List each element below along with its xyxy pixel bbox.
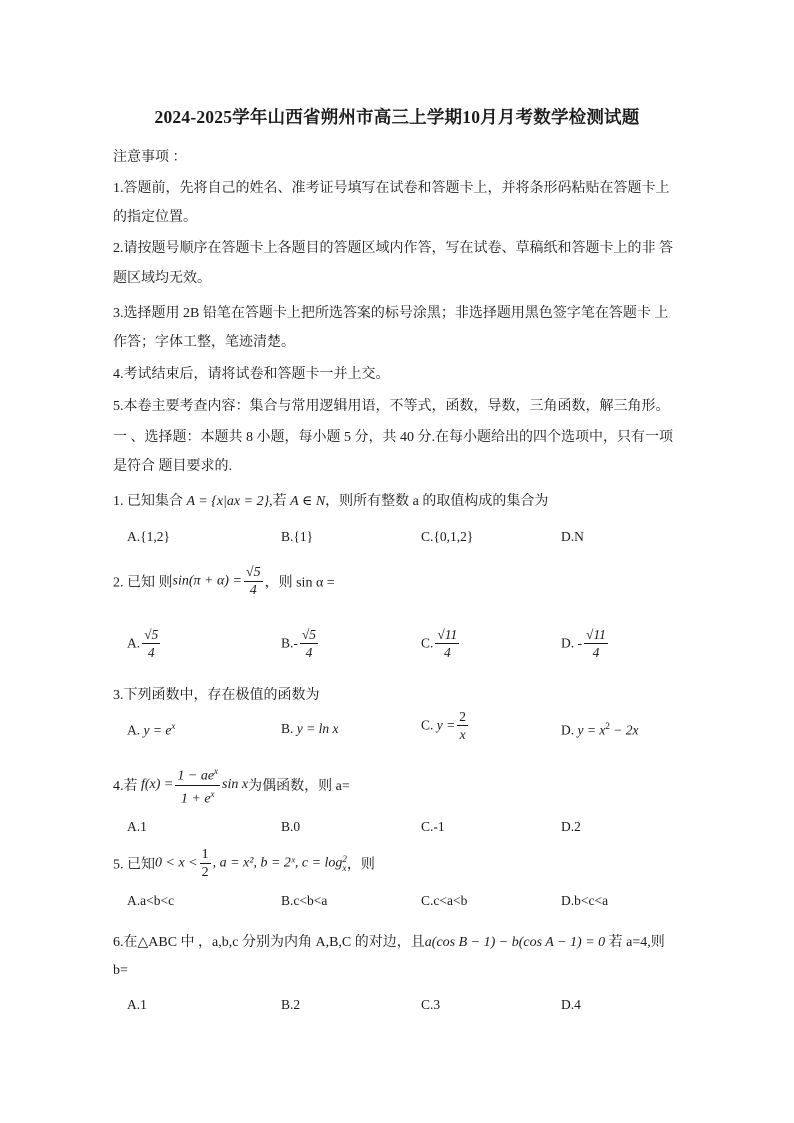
notice-line: 2.请按题号顺序在答题卡上各题目的答题区域内作答，写在试卷、草稿纸和答题卡上的非 答 (113, 241, 673, 256)
q2-option-d[interactable] (561, 626, 610, 661)
notice-line: 1.答题前，先将自己的姓名、准考证号填写在试卷和答题卡上，并将条形码粘贴在答题卡上 (113, 181, 670, 196)
q6-expr: a(cos B − 1) − b(cos A − 1) = 0 (424, 935, 606, 950)
q5-option-c[interactable]: C.c<a<b (421, 893, 468, 908)
option-fraction (300, 626, 318, 661)
q3-option-c[interactable] (421, 708, 470, 743)
option-expr: y = e (143, 722, 172, 738)
question-6 (113, 931, 665, 951)
question-4 (113, 763, 350, 807)
q2-option-a[interactable] (127, 626, 162, 661)
q3-option-d[interactable] (561, 721, 638, 739)
q2-suffix: ，则 sin α = (264, 575, 335, 591)
q6-option-a[interactable]: A.1 (127, 997, 147, 1012)
q5-fraction (200, 846, 211, 881)
q1-option-c[interactable]: C.{0,1,2} (421, 529, 474, 544)
frac-den: 4 (147, 645, 155, 660)
q5-log-sup: 2 (342, 853, 347, 864)
question-6-cont: b= (113, 963, 128, 978)
q1-option-b[interactable]: B.{1} (281, 529, 314, 544)
frac-num: √5 (301, 627, 317, 642)
q5-defs: , a = x², b = 2ˣ, c = log (212, 855, 343, 871)
q2-option-c[interactable] (421, 626, 461, 661)
option-label: A. (127, 635, 141, 651)
q5-option-a[interactable]: A.a<b<c (127, 893, 175, 908)
q4-option-d[interactable]: D.2 (561, 819, 581, 834)
notice-line: 4.考试结束后，请将试卷和答题卡一并上交。 (113, 367, 390, 382)
option-label: B. (281, 721, 294, 736)
section-heading-cont: 是符合 题目要求的. (113, 459, 232, 474)
frac-den: x (459, 727, 466, 742)
q4-frac-den: 1 + e (180, 791, 211, 807)
q1-mid: ,若 (269, 494, 291, 509)
frac-num: 2 (459, 709, 466, 724)
q5-prefix: 5. 已知 (113, 857, 155, 873)
q4-suffix: 为偶函数，则 a= (248, 779, 350, 795)
q5-option-b[interactable]: B.c<b<a (281, 893, 328, 908)
q4-frac-num: 1 − ae (177, 768, 215, 784)
q4-option-c[interactable]: C.-1 (421, 819, 445, 834)
q6-option-b[interactable]: B.2 (281, 997, 301, 1012)
frac-num: √11 (586, 627, 606, 642)
q4-option-a[interactable]: A.1 (127, 819, 147, 834)
option-expr: y = ln x (296, 721, 339, 736)
q4-option-b[interactable]: B.0 (281, 819, 301, 834)
q6-option-d[interactable]: D.4 (561, 997, 581, 1012)
q2-frac-den: 4 (249, 583, 257, 598)
frac-num: √5 (144, 627, 159, 642)
q6-option-c[interactable]: C.3 (421, 997, 441, 1012)
q3-option-b[interactable] (281, 721, 339, 737)
question-3: 3.下列函数中，存在极值的函数为 (113, 688, 320, 703)
option-expr: y = (436, 717, 456, 733)
frac-den: 4 (443, 645, 451, 660)
question-2 (113, 564, 335, 599)
q1-set: A = {x|ax = 2} (186, 494, 270, 509)
page-title: 2024-2025学年山西省朔州市高三上学期10月月考数学检测试题 (154, 107, 640, 127)
q1-cond: A ∈ N (290, 494, 326, 509)
option-label: B.- (281, 635, 298, 651)
q2-expr: sin(π + α) = (172, 573, 242, 589)
q1-option-d[interactable]: D.N (561, 529, 584, 544)
option-tail: − 2x (609, 722, 639, 738)
option-fraction (142, 626, 160, 661)
option-label: C. (421, 717, 434, 733)
option-label: D. - (561, 635, 582, 651)
q4-prefix: 4.若 (113, 779, 141, 795)
q5-frac-num: 1 (201, 847, 209, 862)
option-sup: x (171, 721, 176, 731)
frac-den: 4 (305, 645, 313, 660)
q4-num-sup: x (214, 766, 219, 776)
q1-suffix: ，则所有整数 a 的取值构成的集合为 (325, 494, 549, 509)
notice-heading: 注意事项 ： (113, 150, 187, 165)
q4-tail: sin x (222, 777, 249, 793)
question-5 (113, 846, 375, 881)
notice-line: 题区域均无效。 (113, 271, 211, 286)
q5-option-d[interactable]: D.b<c<a (561, 893, 609, 908)
notice-line: 5.本卷主要考查内容：集合与常用逻辑用语，不等式，函数，导数，三角函数，解三角形。 (113, 399, 670, 414)
q5-log-sub: x (342, 862, 347, 873)
section-heading: 一 、选择题：本题共 8 小题，每小题 5 分，共 40 分.在每小题给出的四个选项中，只有一项 (113, 430, 673, 445)
q4-den-sup: x (210, 788, 215, 799)
q2-fraction (244, 564, 263, 599)
q5-cond: 0 < x < (155, 855, 198, 871)
notice-line: 的指定位置。 (113, 210, 197, 225)
notice-line: 3.选择题用 2B 铅笔在答题卡上把所选答案的标号涂黑；非选择题用黑色签字笔在答题卡 上 (113, 306, 669, 321)
q5-frac-den: 2 (201, 865, 209, 880)
option-label: A. (127, 722, 141, 738)
q4-fraction (175, 763, 220, 807)
option-sup: 2 (605, 721, 610, 731)
option-expr: y = x (577, 722, 606, 738)
option-label: C. (421, 635, 434, 651)
option-fraction (457, 708, 468, 743)
frac-den: 4 (592, 645, 600, 660)
frac-num: √11 (437, 627, 458, 642)
q1-prefix: 1. 已知集合 (113, 494, 187, 509)
q1-option-a[interactable]: A.{1,2} (127, 529, 170, 544)
q2-prefix: 2. 已知 则 (113, 575, 173, 591)
question-1 (113, 490, 548, 510)
q6-prefix: 6.在△ABC 中 ，a,b,c 分别为内角 A,B,C 的对边，且 (113, 935, 425, 950)
option-fraction (584, 626, 608, 661)
option-label: D. (561, 722, 575, 738)
q2-frac-num: √5 (245, 565, 261, 580)
q2-option-b[interactable] (281, 626, 320, 661)
notice-line: 作答；字体工整，笔迹清楚。 (113, 335, 295, 350)
q3-option-a[interactable] (127, 721, 175, 739)
option-fraction (435, 626, 459, 661)
q5-suffix: ，则 (346, 857, 375, 873)
q4-fx: f(x) = (141, 777, 174, 793)
q6-suffix: 若 a=4,则 (605, 935, 665, 950)
